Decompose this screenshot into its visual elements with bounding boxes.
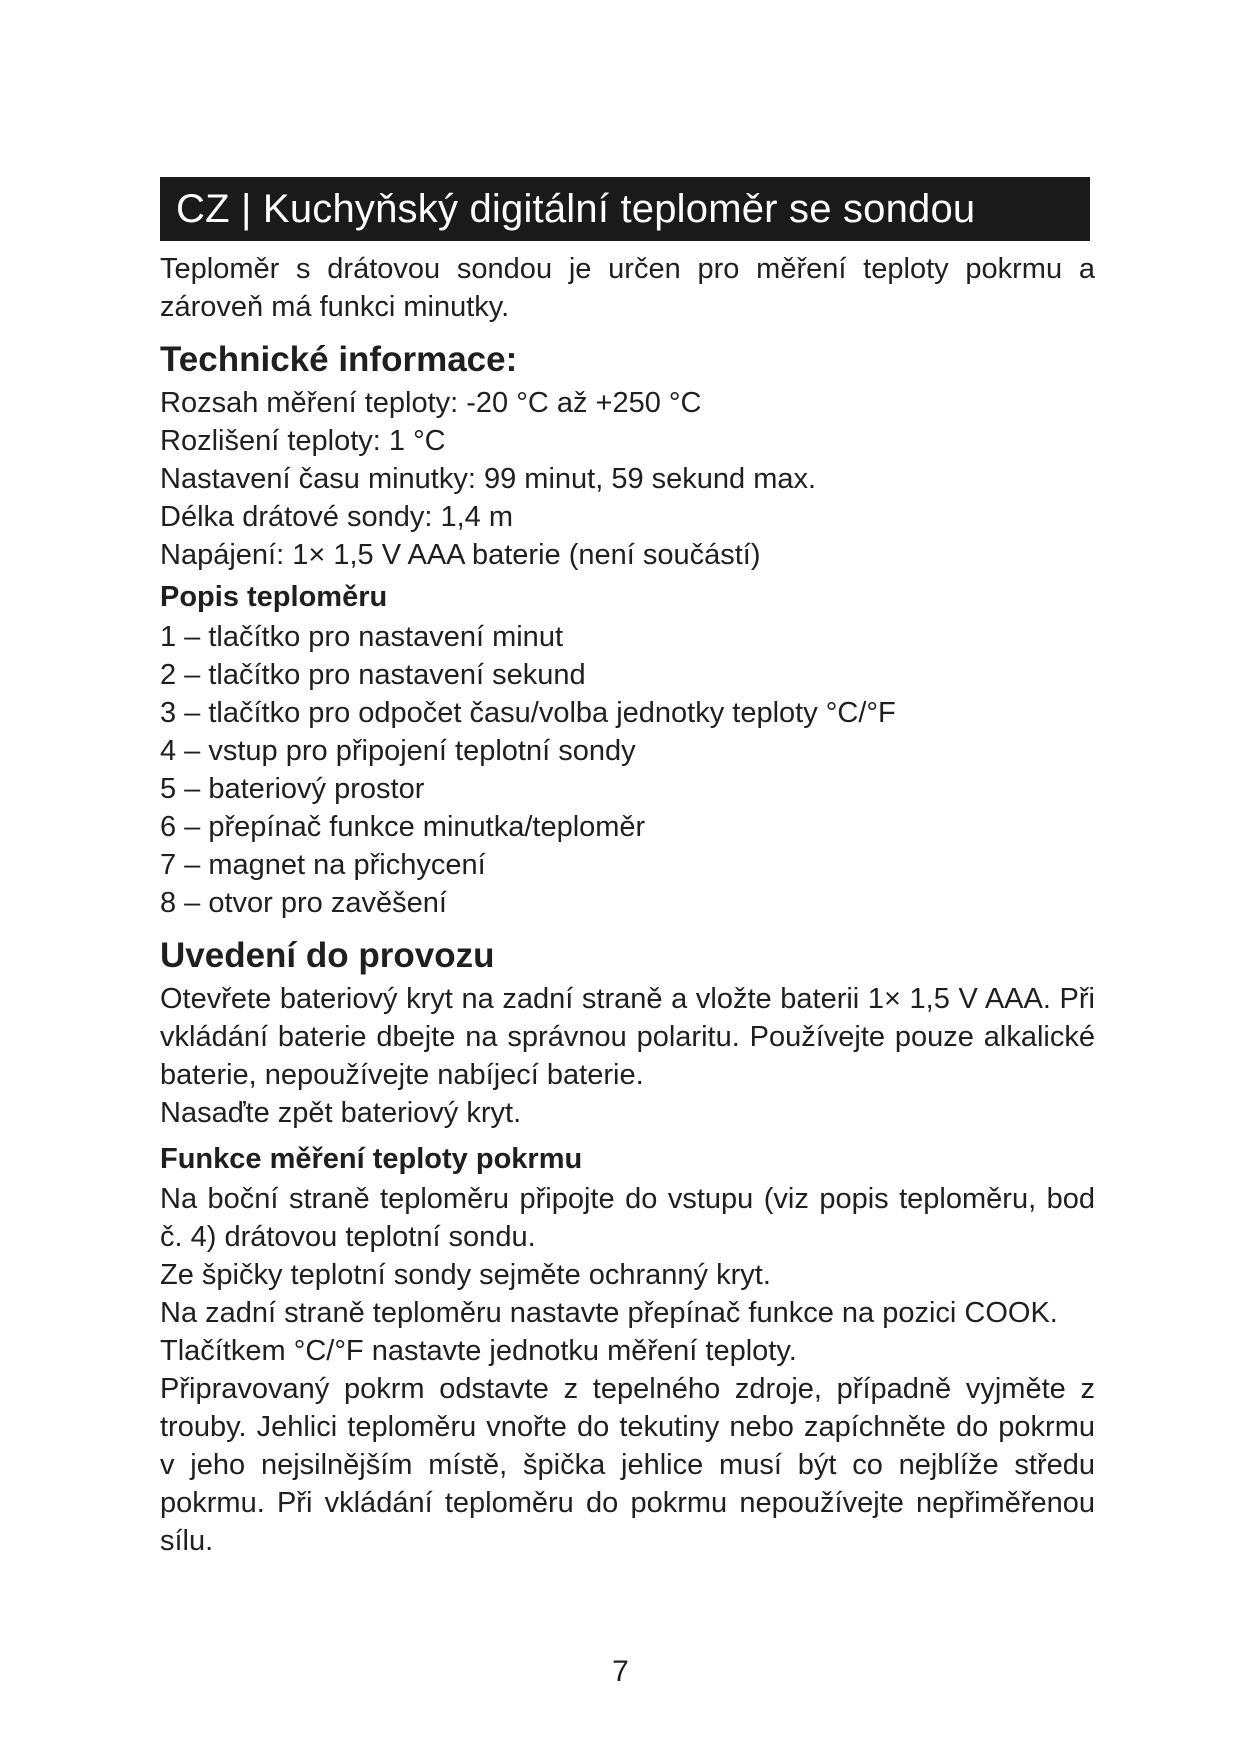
intro-paragraph: Teploměr s drátovou sondou je určen pro měření teploty pokrmu a zároveň má funkci minutky. xyxy=(160,253,1095,323)
tech-line: Délka drátové sondy: 1,4 m xyxy=(160,501,514,533)
page-title: CZ | Kuchyňský digitální teploměr se sondou xyxy=(176,186,976,231)
page-content xyxy=(160,177,1095,1560)
description-item: 1 – tlačítko pro nastavení minut xyxy=(160,621,563,653)
tech-line: Rozsah měření teploty: -20 °C až +250 °C xyxy=(160,387,702,419)
tech-list xyxy=(160,384,1095,574)
cooking-paragraph: Tlačítkem °C/°F nastavte jednotku měření teploty. xyxy=(160,1335,797,1367)
description-list xyxy=(160,618,1095,922)
cooking-paragraph: Připravovaný pokrm odstavte z tepelného zdroje, případně vyjměte z trouby. Jehlici teploměru vnořte do tekutiny nebo zapíchněte do pokrmu v jeho nejsilnějším místě, špička jehlice musí být co nejblíže středu pokrmu. Při vkládání teploměru do pokrmu nepoužívejte nepřiměřenou sílu. xyxy=(160,1373,1095,1557)
cooking-heading: Funkce měření teploty pokrmu xyxy=(160,1143,583,1175)
description-item: 2 – tlačítko pro nastavení sekund xyxy=(160,659,586,691)
tech-line: Nastavení času minutky: 99 minut, 59 sekund max. xyxy=(160,463,817,495)
cooking-paragraph: Na zadní straně teploměru nastavte přepínač funkce na pozici COOK. xyxy=(160,1297,1058,1329)
description-item: 5 – bateriový prostor xyxy=(160,773,425,805)
startup-paragraph: Nasaďte zpět bateriový kryt. xyxy=(160,1097,522,1129)
description-item: 7 – magnet na přichycení xyxy=(160,849,486,881)
tech-line: Napájení: 1× 1,5 V AAA baterie (není součástí) xyxy=(160,539,761,571)
tech-line: Rozlišení teploty: 1 °C xyxy=(160,425,446,457)
description-item: 4 – vstup pro připojení teplotní sondy xyxy=(160,735,636,767)
description-item: 8 – otvor pro zavěšení xyxy=(160,887,447,919)
title-bar xyxy=(160,177,1090,241)
cooking-paragraph: Ze špičky teplotní sondy sejměte ochranný kryt. xyxy=(160,1259,771,1291)
tech-heading: Technické informace: xyxy=(160,340,518,379)
startup-heading: Uvedení do provozu xyxy=(160,936,495,975)
page-number: 7 xyxy=(612,1655,629,1688)
description-heading: Popis teploměru xyxy=(160,581,388,613)
startup-paragraph: Otevřete bateriový kryt na zadní straně a vložte baterii 1× 1,5 V AAA. Při vkládání baterie dbejte na správnou polaritu. Používejte pouze alkalické baterie, nepoužívejte nabíjecí baterie. xyxy=(160,983,1095,1091)
description-item: 6 – přepínač funkce minutka/teploměr xyxy=(160,811,646,843)
cooking-paragraph: Na boční straně teploměru připojte do vstupu (viz popis teploměru, bod č. 4) drátovou teplotní sondu. xyxy=(160,1183,1095,1253)
description-item: 3 – tlačítko pro odpočet času/volba jednotky teploty °C/°F xyxy=(160,697,896,729)
